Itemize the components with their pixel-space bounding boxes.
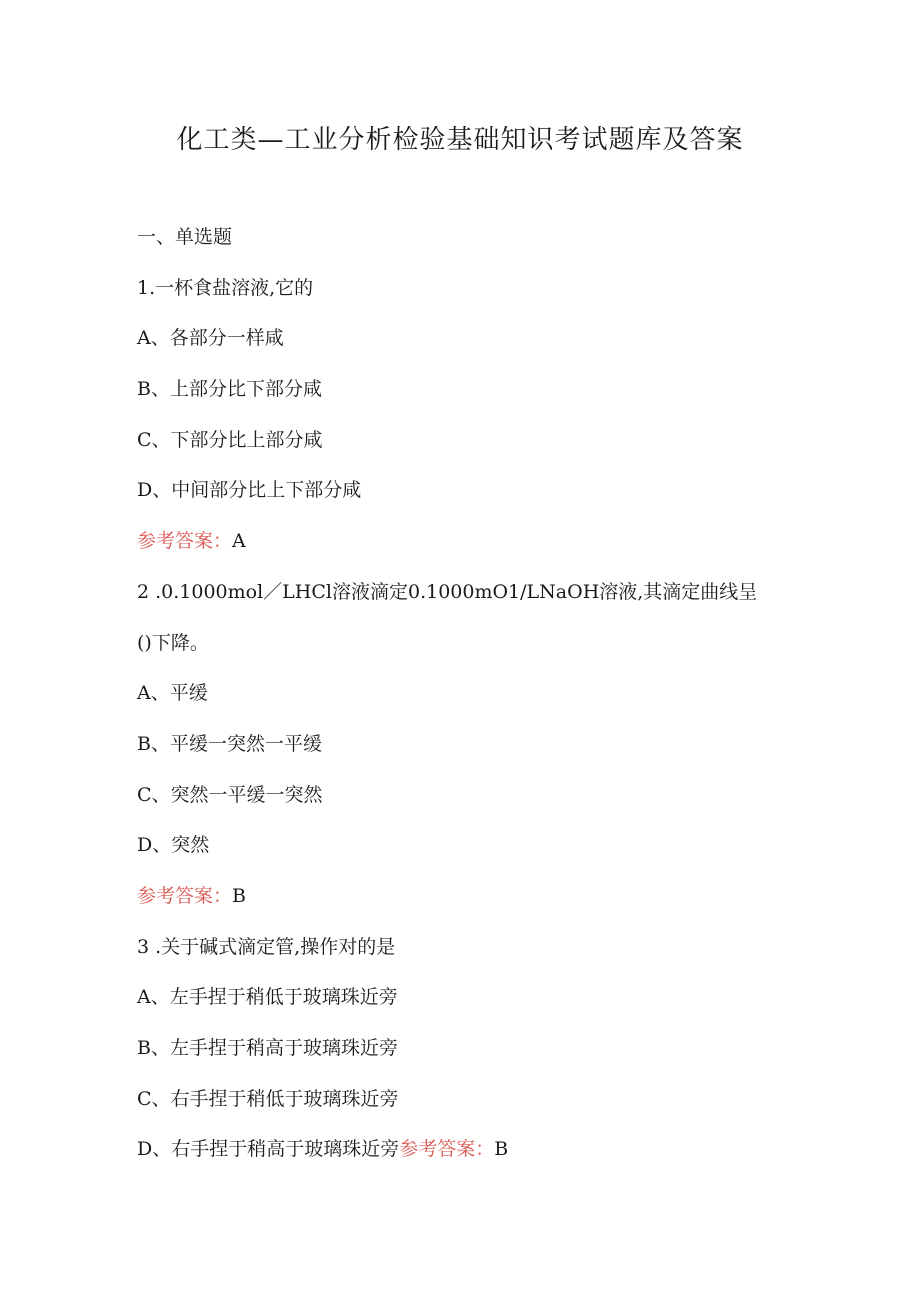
question-2-option-a: A、平缓 [137,682,208,705]
question-1-option-a: A、各部分一样咸 [137,327,284,350]
question-2-option-b: B、平缓一突然一平缓 [137,732,322,755]
answer-label: 参考答案： [137,884,233,907]
question-2-option-d: D、突然 [137,834,210,857]
question-list [137,212,797,1175]
question-1-stem: 1.一杯食盐溶液,它的 [137,276,314,299]
question-1-answer [137,516,797,567]
question-1-option-c: C、下部分比上部分咸 [137,428,323,451]
question-1-option-d: D、中间部分比上下部分咸 [137,479,362,502]
question-2-stem-line-2: ()下降。 [137,631,209,654]
document-title: 化工类—工业分析检验基础知识考试题库及答案 [176,125,744,155]
question-3-stem: 3 .关于碱式滴定管,操作对的是 [137,935,396,958]
answer-value: B [232,884,246,907]
answer-label: 参考答案： [399,1138,495,1161]
section-heading: 一、单选题 [137,226,233,248]
question-3-option-c: C、右手捏于稍低于玻璃珠近旁 [137,1087,399,1110]
answer-label: 参考答案： [137,530,233,553]
question-3-option-d: D、右手捏于稍高于玻璃珠近旁 [137,1138,400,1161]
question-2-stem-line-1: 2 .0.1000mol／LHCl溶液滴定0.1000mO1/LNaOH溶液,其滴定曲线呈 [137,580,758,603]
question-2-answer [137,871,797,922]
question-3-option-d-with-answer [137,1124,797,1175]
question-2-option-c: C、突然一平缓一突然 [137,783,323,806]
question-1-option-b: B、上部分比下部分咸 [137,378,322,401]
question-3-option-b: B、左手捏于稍高于玻璃珠近旁 [137,1037,398,1059]
answer-value: B [494,1138,509,1161]
question-3-option-a: A、左手捏于稍低于玻璃珠近旁 [137,986,398,1009]
answer-value: A [232,530,246,553]
